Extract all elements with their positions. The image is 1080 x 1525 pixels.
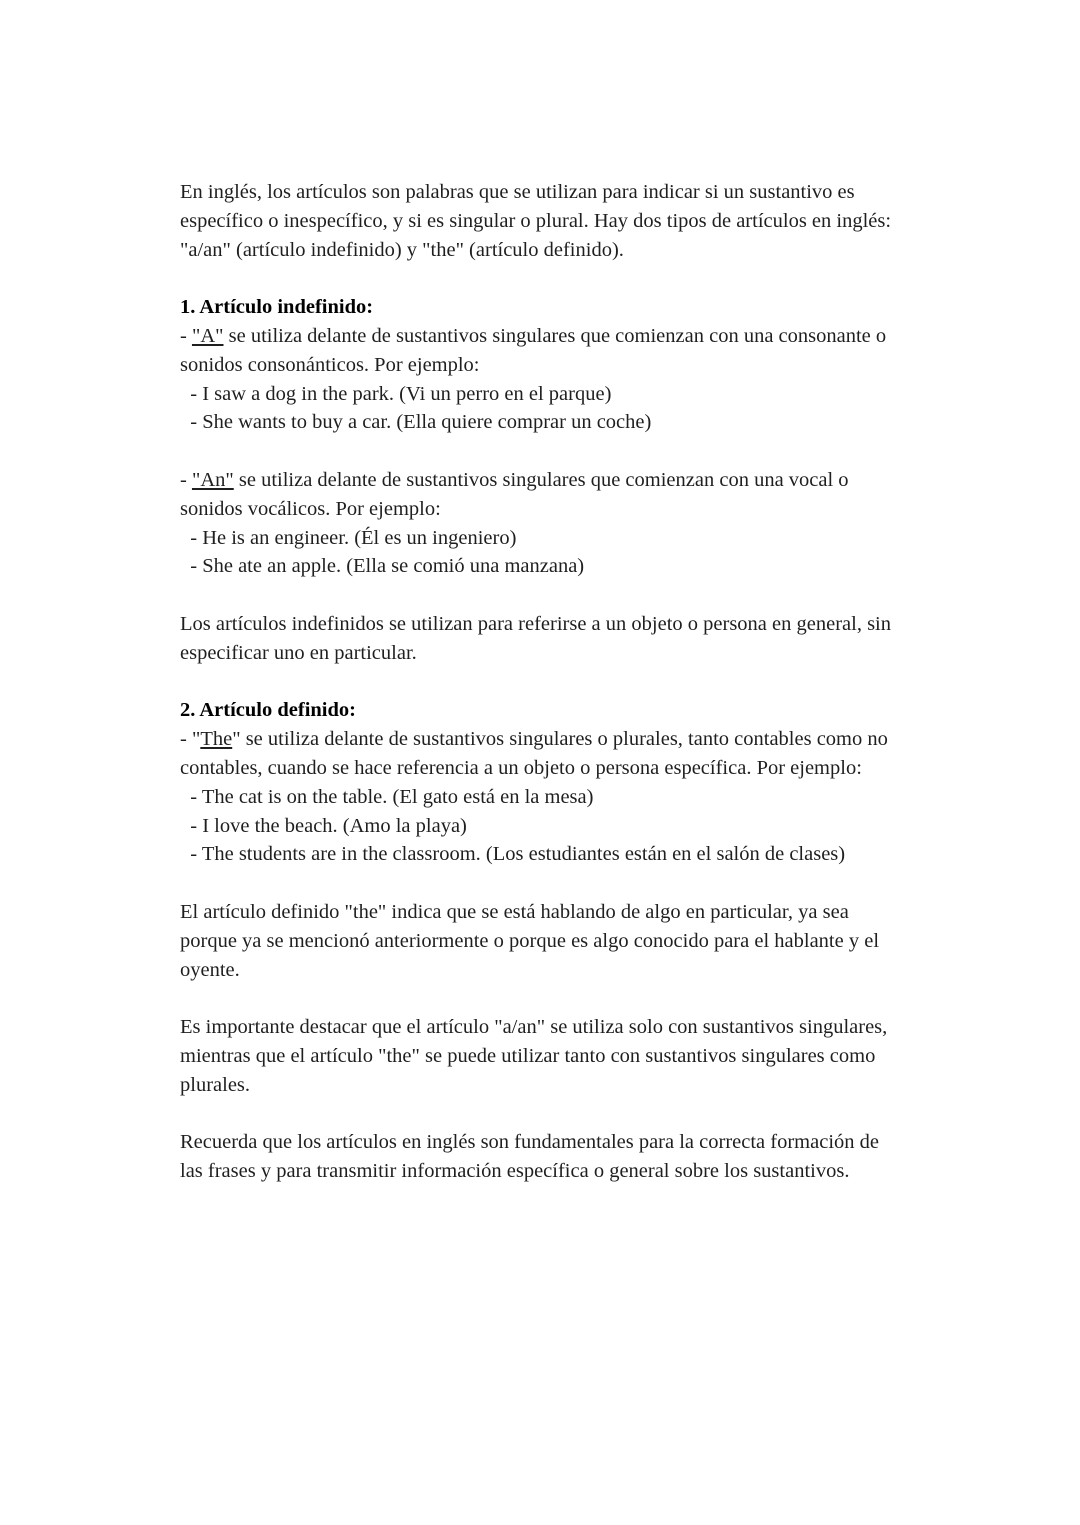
rule-an-line-1	[180, 466, 970, 495]
rule-the-prefix: - "	[180, 728, 201, 751]
rule-an-example-1: - He is an engineer. (Él es un ingeniero)	[180, 526, 517, 549]
important-line-3: plurales.	[180, 1073, 251, 1096]
rule-an-term: "An"	[191, 468, 234, 491]
spacer	[180, 581, 970, 610]
definite-note-line-1: El artículo definido "the" indica que se está hablando de algo en particular, ya sea	[180, 900, 849, 923]
rule-the-example-2: - I love the beach. (Amo la playa)	[180, 814, 467, 837]
rule-a-line-1	[180, 322, 970, 351]
important-line-1: Es importante destacar que el artículo "a/an" se utiliza solo con sustantivos singulares,	[180, 1016, 888, 1039]
closing-line-2: las frases y para transmitir información específica o general sobre los sustantivos.	[180, 1160, 850, 1183]
rule-a-prefix: -	[180, 324, 192, 347]
rule-an-prefix: -	[180, 468, 192, 491]
closing-line-1: Recuerda que los artículos en inglés son fundamentales para la correcta formación de	[180, 1131, 879, 1154]
definite-note-line-2: porque ya se mencionó anteriormente o porque es algo conocido para el hablante y el	[180, 929, 880, 952]
section-definite-article	[180, 696, 970, 984]
section-indefinite-article	[180, 293, 970, 667]
spacer	[180, 1100, 970, 1129]
indefinite-note-line-1: Los artículos indefinidos se utilizan para referirse a un objeto o persona en general, sin	[180, 612, 891, 635]
important-line-2: mientras que el artículo "the" se puede utilizar tanto con sustantivos singulares como	[180, 1044, 876, 1067]
rule-the-example-3: - The students are in the classroom. (Los estudiantes están en el salón de clases)	[180, 843, 846, 866]
rule-the-line-2: contables, cuando se hace referencia a un objeto o persona específica. Por ejemplo:	[180, 756, 862, 779]
rule-the-example-1: - The cat is on the table. (El gato está en la mesa)	[180, 785, 594, 808]
section-1-heading: 1. Artículo indefinido:	[180, 296, 374, 319]
rule-the-rest: " se utiliza delante de sustantivos singulares o plurales, tanto contables como no	[232, 728, 888, 751]
closing-paragraph	[180, 1128, 970, 1186]
spacer	[180, 437, 970, 466]
intro-line-3: "a/an" (artículo indefinido) y "the" (artículo definido).	[180, 238, 624, 261]
rule-a-term: "A"	[191, 324, 224, 347]
document-page	[180, 178, 970, 1186]
spacer	[180, 869, 970, 898]
rule-a-example-2: - She wants to buy a car. (Ella quiere comprar un coche)	[180, 411, 652, 434]
definite-note-line-3: oyente.	[180, 958, 240, 981]
spacer	[180, 264, 970, 293]
intro-paragraph	[180, 178, 970, 264]
spacer	[180, 668, 970, 697]
intro-line-1: En inglés, los artículos son palabras que se utilizan para indicar si un sustantivo es	[180, 181, 855, 203]
section-2-heading: 2. Artículo definido:	[180, 699, 356, 722]
rule-a-rest: se utiliza delante de sustantivos singulares que comienzan con una consonante o	[223, 324, 887, 347]
spacer	[180, 984, 970, 1013]
intro-line-2: específico o inespecífico, y si es singular o plural. Hay dos tipos de artículos en inglés:	[180, 209, 892, 232]
rule-an-line-2: sonidos vocálicos. Por ejemplo:	[180, 497, 441, 520]
indefinite-note-line-2: especificar uno en particular.	[180, 641, 417, 664]
rule-an-example-2: - She ate an apple. (Ella se comió una manzana)	[180, 555, 585, 578]
rule-a-example-1: - I saw a dog in the park. (Vi un perro en el parque)	[180, 382, 612, 405]
rule-an-rest: se utiliza delante de sustantivos singulares que comienzan con una vocal o	[233, 468, 849, 491]
rule-a-line-2: sonidos consonánticos. Por ejemplo:	[180, 353, 480, 376]
rule-the-line-1	[180, 725, 970, 754]
rule-the-term: The	[200, 728, 233, 751]
important-paragraph	[180, 1013, 970, 1099]
